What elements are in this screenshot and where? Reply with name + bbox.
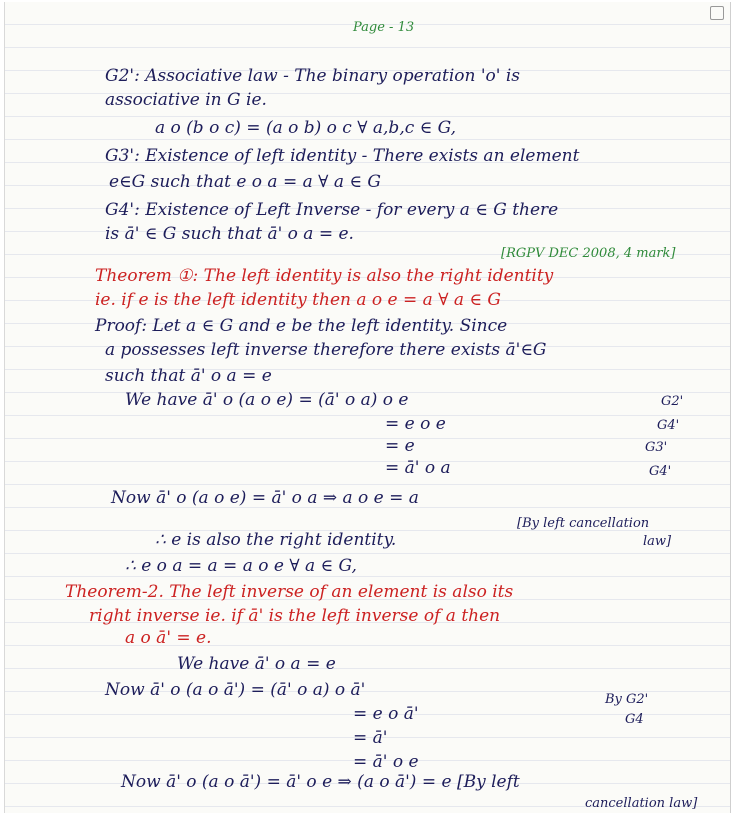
proof-2-ref-2: G4 [625, 712, 644, 727]
axiom-g3-title: G3': Existence of left identity - There exists an element [105, 146, 580, 166]
notebook-page [4, 2, 731, 813]
axiom-g3-text: e∈G such that e o a = a ∀ a ∈ G [109, 172, 381, 192]
proof-2-cancellation-note: cancellation law] [585, 796, 698, 811]
page-corner-mark [710, 6, 724, 20]
theorem-1-detail: ie. if e is the left identity then a o e = a ∀ a ∈ G [95, 290, 501, 310]
axiom-g2-text: associative in G ie. [105, 90, 267, 110]
proof-1-ref-1: G2' [661, 394, 684, 409]
proof-1-line-3: such that ā' o a = e [105, 366, 272, 386]
proof-1-therefore-1: ∴ e is also the right identity. [155, 530, 397, 550]
axiom-g2-equation: a o (b o c) = (a o b) o c ∀ a,b,c ∈ G, [155, 118, 457, 138]
page-margin [5, 2, 10, 813]
proof-2-line-2: Now ā' o (a o ā') = (ā' o a) o ā' [105, 680, 366, 700]
proof-1-ref-2: G4' [657, 418, 680, 433]
theorem-2-goal: a o ā' = e. [125, 628, 212, 648]
proof-1-cancellation-note: [By left cancellation [517, 516, 650, 531]
axiom-g4-text: is ā' ∈ G such that ā' o a = e. [105, 224, 354, 244]
proof-2-step-3: = ā' o e [353, 752, 419, 772]
proof-1-step-3: = e [385, 436, 415, 456]
theorem-2-statement: Theorem-2. The left inverse of an element is also its [65, 582, 514, 602]
proof-1-ref-4: G4' [649, 464, 672, 479]
axiom-g2-title: G2': Associative law - The binary operation 'o' is [105, 66, 520, 86]
theorem-2-detail: right inverse ie. if ā' is the left inverse of a then [89, 606, 501, 626]
proof-1-step-4: = ā' o a [385, 458, 451, 478]
theorem-1-statement: Theorem ①: The left identity is also the right identity [95, 266, 554, 286]
page-number: Page - 13 [353, 20, 415, 35]
proof-1-line-1: Proof: Let a ∈ G and e be the left identity. Since [95, 316, 508, 336]
proof-2-ref-1: By G2' [605, 692, 649, 707]
axiom-g4-title: G4': Existence of Left Inverse - for every a ∈ G there [105, 200, 559, 220]
proof-1-step-2: = e o e [385, 414, 446, 434]
proof-1-cancellation-law: law] [643, 534, 672, 549]
proof-1-conclusion: Now ā' o (a o e) = ā' o a ⇒ a o e = a [111, 488, 419, 508]
proof-1-therefore-2: ∴ e o a = a = a o e ∀ a ∈ G, [125, 556, 357, 576]
proof-2-step-2: = ā' [353, 728, 388, 748]
proof-1-step-1: We have ā' o (a o e) = (ā' o a) o e [125, 390, 409, 410]
proof-1-line-2: a possesses left inverse therefore there exists ā'∈G [105, 340, 547, 360]
proof-2-step-1: = e o ā' [353, 704, 419, 724]
proof-1-ref-3: G3' [645, 440, 668, 455]
proof-2-conclusion: Now ā' o (a o ā') = ā' o e ⇒ (a o ā') = e [By left [121, 772, 520, 792]
exam-reference: [RGPV DEC 2008, 4 mark] [501, 246, 676, 261]
proof-2-line-1: We have ā' o a = e [177, 654, 336, 674]
